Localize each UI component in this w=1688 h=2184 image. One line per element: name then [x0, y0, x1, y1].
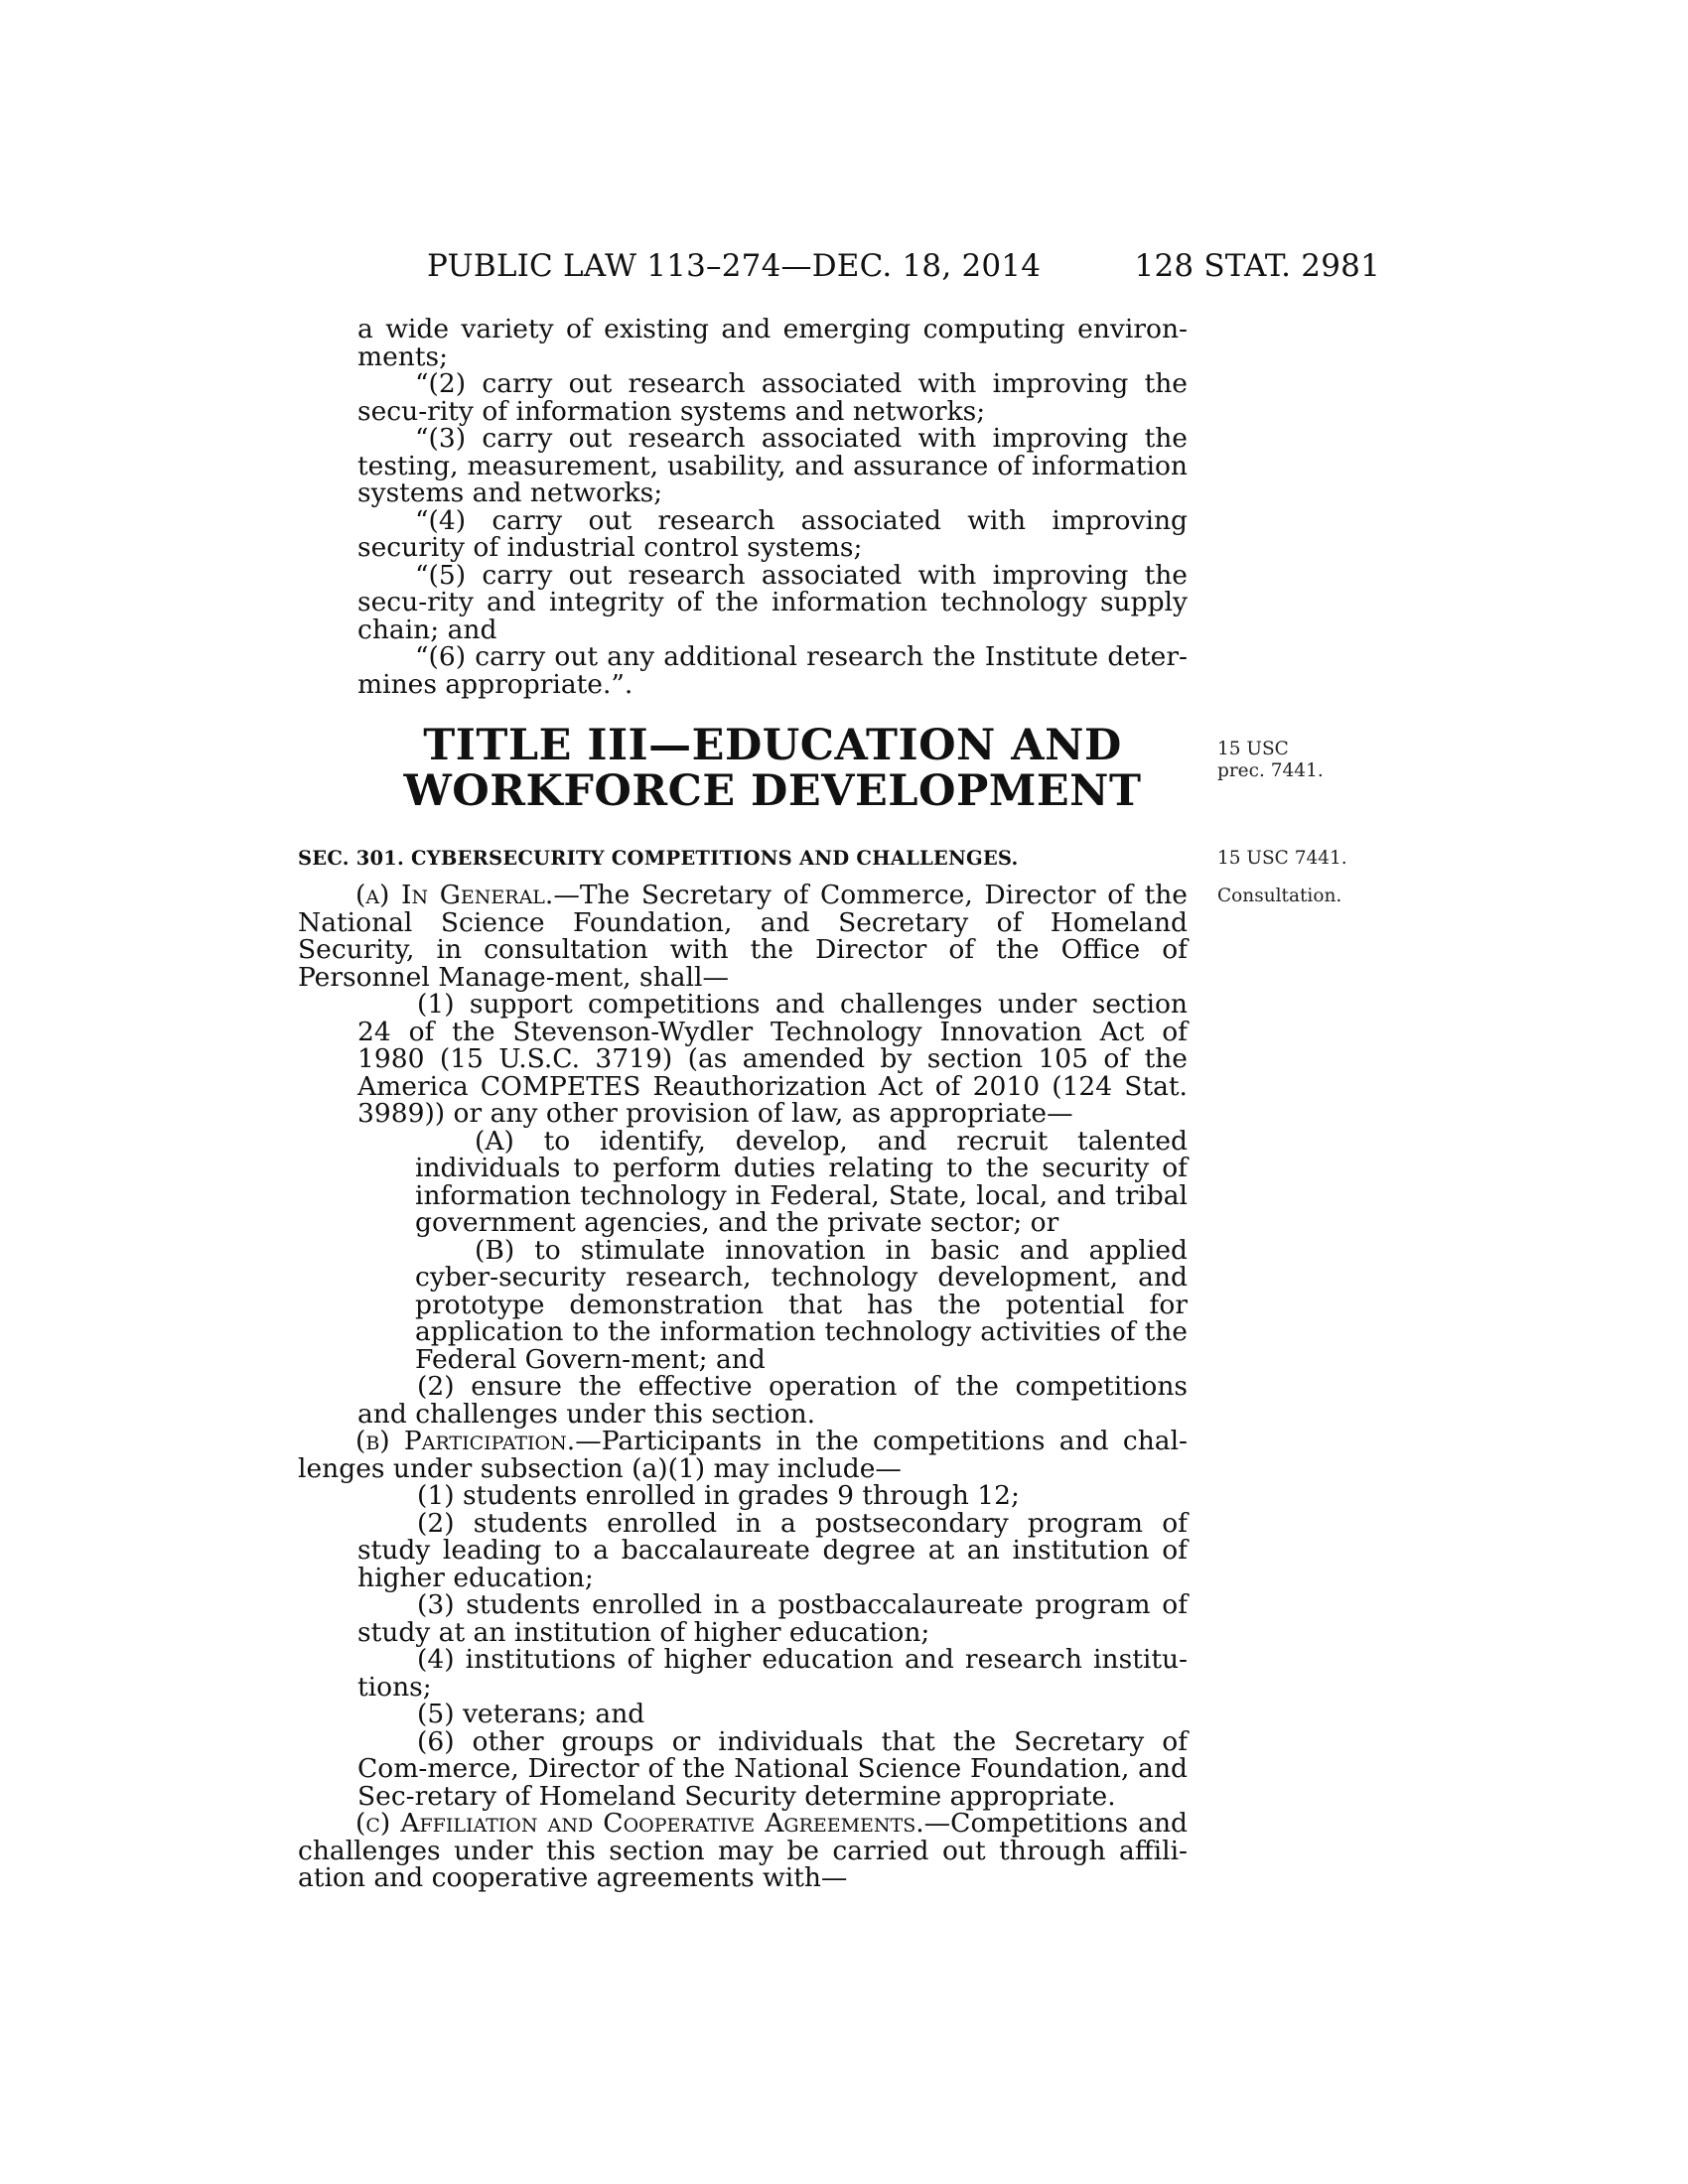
consultation-margin-note: Consultation.: [1217, 886, 1342, 906]
section-margin-note: 15 USC 7441.: [1217, 848, 1347, 869]
subparagraph-aB: (B) to stimulate innovation in basic and applied cyber-security research, technology development, and prototype demonstration that has the potential for application to the information technology activities of the Federal Govern-ment; and: [415, 1234, 1188, 1375]
list-item: (4) institutions of higher education and research institu-tions;: [357, 1644, 1188, 1703]
running-header: [427, 248, 1380, 292]
section-heading: SEC. 301. CYBERSECURITY COMPETITIONS AND CHALLENGES.: [298, 847, 1019, 870]
intro-line: “(5) carry out research associated with improving the secu-rity and integrity of the information technology supply chain; and: [357, 559, 1188, 645]
subsection-b-heading: (b) Participation.: [355, 1426, 576, 1456]
subsection-a-text: —The Secretary of Commerce, Director of the National Science Foundation, and Secretary of Homeland Security, in consultation with the Director of the Office of Personnel Manage-ment, shall—: [298, 880, 1188, 993]
intro-line: “(6) carry out any additional research the Institute deter-mines appropriate.”.: [357, 641, 1188, 700]
title-line-2: WORKFORCE DEVELOPMENT: [403, 766, 1142, 816]
list-item: (6) other groups or individuals that the Secretary of Com-merce, Director of the National Science Foundation, and Sec-retary of Homeland Security determine appropriate.: [357, 1725, 1188, 1812]
subsection-a: [298, 882, 1188, 991]
paragraph-a2: (2) ensure the effective operation of the competitions and challenges under this section.: [357, 1371, 1188, 1430]
paragraph-a1: (1) support competitions and challenges under section 24 of the Stevenson-Wydler Technology Innovation Act of 1980 (15 U.S.C. 3719) (as amended by section 105 of the America COMPETES Reauthorization Act of 2010 (124 Stat. 3989)) or any other provision of law, as appropriate—: [357, 989, 1188, 1129]
subsection-c-text: —Competitions and challenges under this section may be carried out through affili-ation and cooperative agreements with—: [298, 1808, 1188, 1893]
subsection-b-text: —Participants in the competitions and chal-lenges under subsection (a)(1) may include—: [298, 1426, 1188, 1484]
statute-page-number: 128 STAT. 2981: [1134, 248, 1380, 284]
subsection-a-heading: (a) In General.: [355, 880, 554, 910]
margin-note-line: prec. 7441.: [1217, 760, 1324, 781]
intro-line: “(3) carry out research associated with improving the testing, measurement, usability, and assurance of information systems and networks;: [357, 423, 1188, 508]
intro-line: “(2) carry out research associated with improving the secu-rity of information systems and networks;: [357, 368, 1188, 427]
title-heading: [357, 723, 1188, 814]
list-item: (1) students enrolled in grades 9 through 12;: [417, 1480, 1020, 1511]
public-law-citation: PUBLIC LAW 113–274—DEC. 18, 2014: [427, 248, 1042, 284]
subparagraph-aA: (A) to identify, develop, and recruit talented individuals to perform duties relating to the security of information technology in Federal, State, local, and tribal government agencies, and the private sector; or: [415, 1125, 1188, 1238]
intro-line: “(4) carry out research associated with improving security of industrial control systems;: [357, 504, 1188, 563]
list-item: (5) veterans; and: [417, 1699, 645, 1729]
list-item: (3) students enrolled in a postbaccalaureate program of study at an institution of higher education;: [357, 1589, 1188, 1648]
subsection-c: [298, 1810, 1188, 1892]
intro-text-block: [357, 316, 1188, 698]
title-margin-note: [1217, 739, 1324, 782]
list-item: (2) students enrolled in a postsecondary program of study leading to a baccalaureate degree at an institution of higher education;: [357, 1507, 1188, 1593]
intro-line: a wide variety of existing and emerging computing environ-ments;: [357, 314, 1188, 372]
title-line-1: TITLE III—EDUCATION AND: [423, 721, 1122, 770]
subsection-c-heading: (c) Affiliation and Cooperative Agreements.: [355, 1808, 924, 1839]
section-body: [298, 882, 1188, 1892]
subsection-b: [298, 1428, 1188, 1482]
margin-note-line: 15 USC: [1217, 739, 1289, 759]
